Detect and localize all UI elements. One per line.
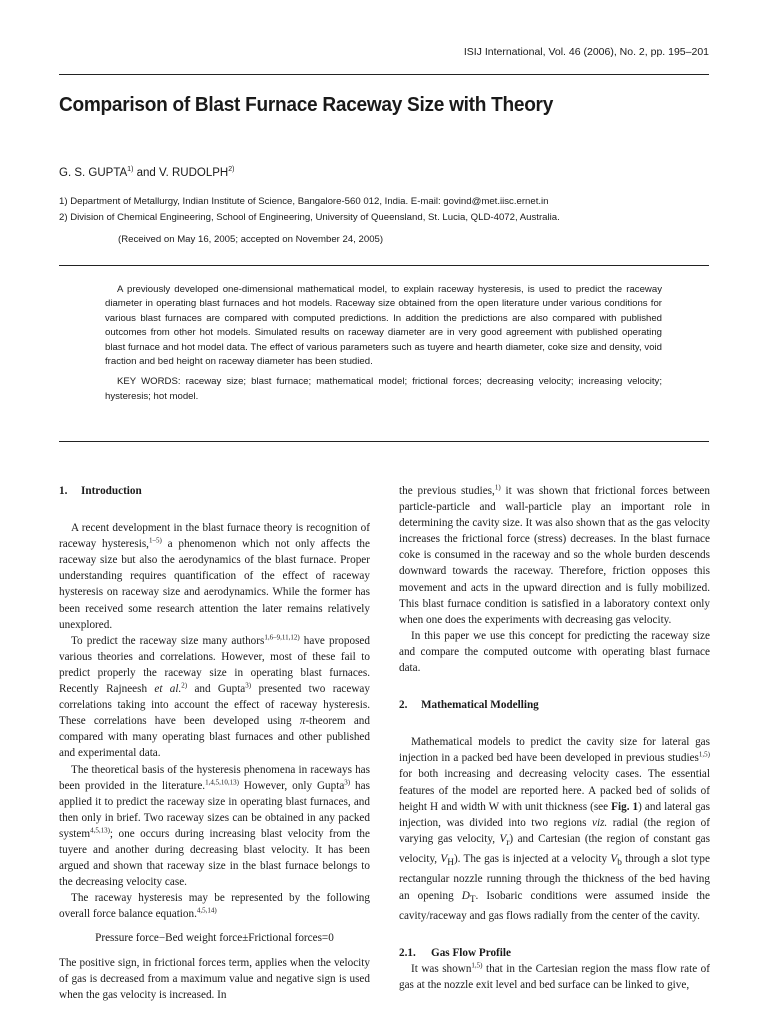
- affiliation-2: 2) Division of Chemical Engineering, School of Engineering, University of Queensland, St. Lucia, QLD-4072, Australia.: [59, 212, 560, 223]
- author-rudolph-affil: 2): [228, 166, 235, 173]
- paragraph: The positive sign, in frictional forces term, applies when the velocity of gas is decreased from a maximum value and negative sign is used when the gas velocity is increased. In: [59, 956, 370, 1001]
- abstract-top-rule: [59, 265, 709, 266]
- paragraph: It was shown$^{1,5)}$ that in the Cartesian region the mass flow rate of gas at the nozzle exit level and bed surface can be linked to give,: [399, 961, 710, 992]
- section-heading-mathematical-modelling: 2. Mathematical Modelling: [399, 699, 539, 712]
- paragraph: To predict the raceway size many authors$^{1,6-9,11,12)}$ have proposed various theories and correlations. However, most of these fail to predict properly the raceway size in operating blast furnaces. Recently Rajneesh et al.$^{2)}$ and Gupta$^{3)}$ presented two raceway correlations taking into account the effect of raceway hysteresis. These correlations have been developed using π-theorem and compared with many operating blast furnaces and other published and experimental data.: [59, 633, 370, 760]
- section-heading-introduction: 1. Introduction: [59, 485, 142, 497]
- abstract-block: [105, 283, 662, 404]
- abstract-bottom-rule: [59, 441, 709, 442]
- received-dates: (Received on May 16, 2005; accepted on November 24, 2005): [118, 234, 384, 245]
- author-rudolph: V. RUDOLPH: [158, 166, 229, 179]
- journal-reference: ISIJ International, Vol. 46 (2006), No. 2, pp. 195–201: [463, 46, 709, 58]
- paragraph: In this paper we use this concept for predicting the raceway size and compare the computed outcome with operating blast furnace data.: [399, 629, 710, 675]
- paragraph: the previous studies,$^{1)}$ it was shown that frictional forces between particle-particle and wall-particle play an important role in determining the cavity size. It was also shown that as the gas velocity increases the frictional force (stress) decreases. In the blast furnace coke is consumed in the raceway and so the whole burden descends downward towards the raceway. Therefore, friction opposes this movement and acts in the upward direction and is fully mobilized. This blast furnace condition is satisfied in a laboratory context only when one does the experiments with decreasing gas velocity.: [399, 483, 710, 626]
- force-balance-equation: Pressure force−Bed weight force±Frictional forces=0: [95, 932, 334, 945]
- header-rule: [59, 74, 709, 75]
- author-separator: and: [133, 166, 159, 179]
- author-gupta: G. S. GUPTA: [59, 166, 128, 179]
- paragraph: The theoretical basis of the hysteresis phenomena in raceways has been provided in the literature.$^{1,4,5,10,13)}$ However, only Gupta$^{3)}$ has applied it to predict the raceway size in operating blast furnaces, and then only in brief. Two raceway sizes can be obtained in any packed system$^{4,5,13)}$; one occurs during increasing blast velocity from the tuyere and another during decreasing blast velocity. It has been argued and shown that raceway size in the blast furnace belongs to the decreasing velocity case.: [59, 763, 370, 889]
- author-gupta-affil: 1): [127, 166, 134, 173]
- paper-title: Comparison of Blast Furnace Raceway Size with Theory: [59, 93, 554, 116]
- author-list: [59, 166, 234, 179]
- paragraph: Mathematical models to predict the cavity size for lateral gas injection in a packed bed have been developed in previous studies$^{1,5)}$ for both increasing and decreasing velocity cases. The essential features of the model are reported here. A packed bed of solids of height H and width W with unit thickness (see Fig. 1) and lateral gas injection, was divided into two regions viz. radial (the region of varying gas velocity, $V_r$) and Cartesian (the region of constant gas velocity, $V_H$). The gas is injected at a velocity $V_b$ through a slot type rectangular nozzle running through the thickness of the bed having an opening $D_T$. Isobaric conditions were assumed inside the cavity/raceway and gas flows radially from the center of the cavity.: [399, 736, 710, 922]
- section-heading-gas-flow-profile: 2.1. Gas Flow Profile: [399, 946, 511, 959]
- abstract-text: A previously developed one-dimensional mathematical model, to explain raceway hysteresis, is used to predict the raceway diameter in operating blast furnaces and hot models. Raceway size obtained from the open literature under various conditions for various blast furnaces are compared with computed predictions. In addition the predictions are also compared with published outcomes from other hot models. Simulated results on raceway diameter are in very good agreement with published operating blast furnace and hot model data. The effect of various parameters such as tuyere and hearth diameter, coke size and density, void fraction and bed height on raceway diameter has been studied.: [105, 284, 662, 368]
- right-column: [399, 483, 710, 993]
- paragraph: The raceway hysteresis may be represented by the following overall force balance equation.$^{4,5,14)}$: [59, 892, 370, 921]
- paragraph: A recent development in the blast furnace theory is recognition of raceway hysteresis,$^{1-5)}$ a phenomenon which not only affects the raceway size but also the aerodynamics of the blast furnace. Proper understanding requires quantification of the effect of raceway hysteresis on raceway size and aerodynamics. While the former has been received some research attention the later remains relatively unexplored.: [59, 522, 370, 631]
- left-column: [59, 483, 370, 1003]
- keywords: KEY WORDS: raceway size; blast furnace; mathematical model; frictional forces; decreasing velocity; increasing velocity; hysteresis; hot model.: [105, 376, 662, 402]
- affiliation-1: 1) Department of Metallurgy, Indian Institute of Science, Bangalore-560 012, India. E-mail: govind@met.iisc.ernet.in: [59, 196, 549, 207]
